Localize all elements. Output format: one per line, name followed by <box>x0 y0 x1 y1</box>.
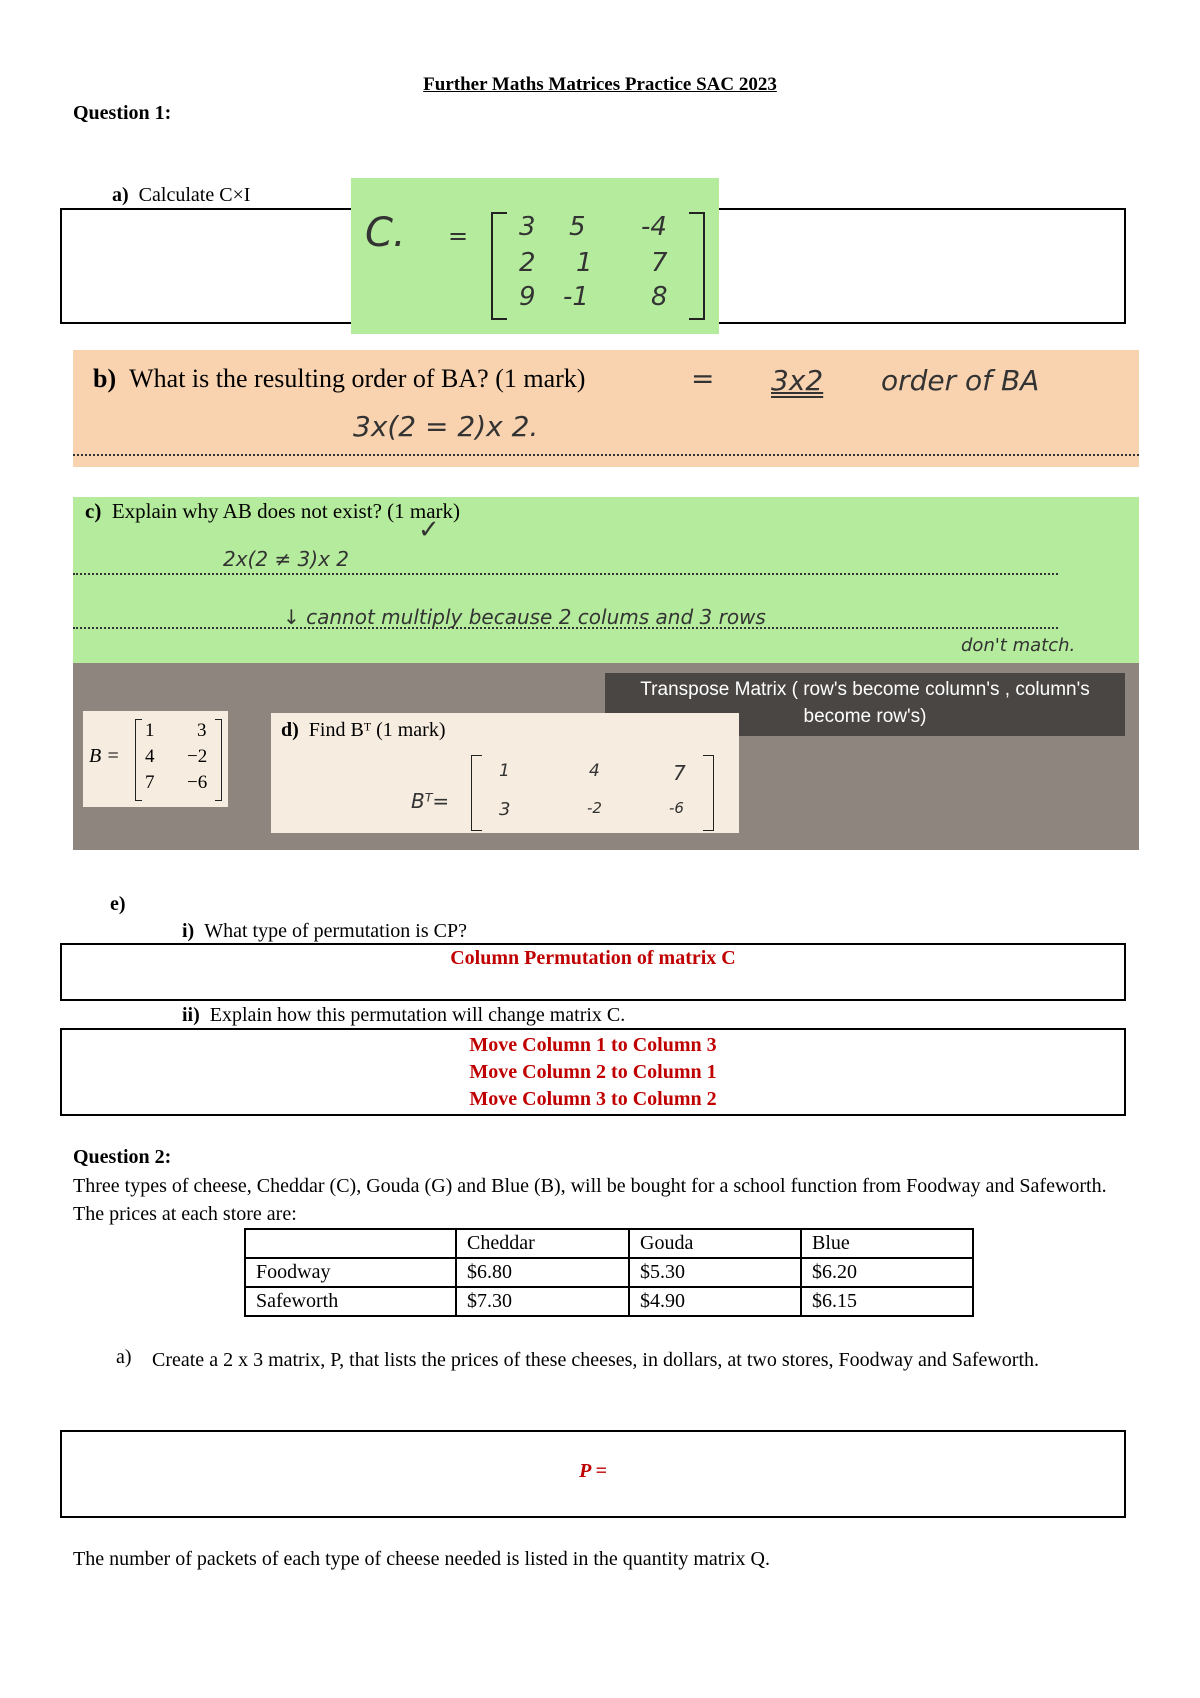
bt-cell: -2 <box>587 799 602 817</box>
matrix-c-cell: 9 <box>519 282 536 312</box>
q1e-ii-answer-line: Move Column 1 to Column 3 <box>469 1034 717 1056</box>
q1e-i-prompt <box>182 920 467 943</box>
q2a-answer: P = <box>579 1460 607 1482</box>
q1c-answer-line-2 <box>73 627 1058 629</box>
table-cell: $6.80 <box>456 1258 629 1287</box>
q1c-prompt <box>85 499 460 524</box>
table-row <box>245 1258 973 1287</box>
table-cell: $5.30 <box>629 1258 801 1287</box>
q1c-panel <box>73 497 1139 663</box>
question-2-heading: Question 2: <box>73 1146 172 1168</box>
transpose-note: Transpose Matrix ( row's become column's , column's become row's) <box>605 673 1125 736</box>
q1e-i-answer-box[interactable] <box>60 943 1126 1001</box>
q1a-handwritten-answer <box>351 178 719 334</box>
matrix-b-card <box>83 711 228 807</box>
q1c-working-1: 2x(2 ≠ 3)x 2 <box>223 547 350 571</box>
matrix-b-cell: 4 <box>145 746 155 767</box>
q2-intro: Three types of cheese, Cheddar (C), Gouda (G) and Blue (B), will be bought for a school function from Foodway and Safeworth. The prices at each store are: <box>73 1175 1107 1225</box>
q1c-working-3: don't match. <box>961 635 1076 656</box>
q2a-label: a) <box>116 1346 132 1368</box>
q1b-panel <box>73 350 1139 467</box>
table-row <box>245 1287 973 1316</box>
matrix-b-right-bracket <box>215 719 222 801</box>
q1c-answer-line-1 <box>73 573 1058 575</box>
matrix-b-cell: −2 <box>187 746 208 767</box>
q1b-answer-line <box>73 454 1139 456</box>
q1c-check-mark: ✓ <box>418 515 440 545</box>
table-cell: Foodway <box>245 1258 456 1287</box>
q1a-prompt <box>112 184 250 207</box>
table-cell: Safeworth <box>245 1287 456 1316</box>
q1e-ii-text: Explain how this permutation will change matrix C. <box>209 1004 626 1026</box>
table-cell: $7.30 <box>456 1287 629 1316</box>
matrix-b-cell: 7 <box>145 772 155 793</box>
bt-cell: -6 <box>669 799 684 817</box>
q2a-text: Create a 2 x 3 matrix, P, that lists the prices of these cheeses, in dollars, at two stores, Foodway and Safeworth. <box>152 1349 1040 1371</box>
bt-cell: 1 <box>499 761 510 781</box>
q1d-label: d) <box>281 719 299 741</box>
q1e-ii-answer-box[interactable] <box>60 1028 1126 1116</box>
q1e-ii-label: ii) <box>182 1004 200 1026</box>
q1c-working-2: ↓ cannot multiply because 2 colums and 3 rows <box>283 605 766 629</box>
matrix-c-left-bracket <box>491 212 507 320</box>
matrix-c-cell: 1 <box>576 248 593 278</box>
matrix-c-cell: 5 <box>569 212 586 242</box>
q1a-text: Calculate C×I <box>138 184 251 206</box>
table-cell: $6.15 <box>801 1287 973 1316</box>
table-header-row <box>245 1229 973 1258</box>
q1b-equals: = <box>691 362 715 395</box>
q1e-label: e) <box>110 893 126 915</box>
matrix-b-cell: 3 <box>197 720 207 741</box>
table-header-cell: Blue <box>801 1229 973 1258</box>
q1b-label: b) <box>93 364 117 393</box>
matrix-c-cell: 2 <box>519 248 536 278</box>
cheese-price-table <box>244 1228 974 1317</box>
bt-cell: 4 <box>589 761 600 781</box>
table-cell: $4.90 <box>629 1287 801 1316</box>
matrix-b-label: B = <box>89 745 120 767</box>
table-cell: $6.20 <box>801 1258 973 1287</box>
matrix-c-cell: 8 <box>651 282 668 312</box>
matrix-b-left-bracket <box>135 719 142 801</box>
q2-footer-text: The number of packets of each type of cheese needed is listed in the quantity matrix Q. <box>73 1548 770 1570</box>
bt-left-bracket <box>471 755 482 831</box>
bt-label: Bᵀ= <box>411 789 450 813</box>
bt-cell: 7 <box>673 761 686 785</box>
matrix-c-name: C. <box>365 210 406 256</box>
q1d-text: Find Bᵀ (1 mark) <box>308 719 446 741</box>
q1b-working: 3x(2 = 2)x 2. <box>353 410 539 443</box>
q1b-answer-order: 3x2 <box>771 364 824 397</box>
q1d-panel <box>73 663 1139 850</box>
table-header-cell <box>245 1229 456 1258</box>
q1c-label: c) <box>85 499 102 523</box>
matrix-b-cell: 1 <box>145 720 155 741</box>
q2a-answer-box[interactable] <box>60 1430 1126 1518</box>
q1e-ii-answer-line: Move Column 2 to Column 1 <box>469 1061 717 1083</box>
q1e-i-answer: Column Permutation of matrix C <box>450 947 736 969</box>
matrix-c-cell: -1 <box>563 282 589 312</box>
bt-cell: 3 <box>499 799 511 820</box>
question-1-heading: Question 1: <box>73 102 172 124</box>
matrix-c-cell: 7 <box>651 248 668 278</box>
q1d-card <box>271 713 739 833</box>
q1e-i-text: What type of permutation is CP? <box>204 920 467 942</box>
q1e-ii-answer-line: Move Column 3 to Column 2 <box>469 1088 717 1110</box>
matrix-c-equals: = <box>448 222 469 250</box>
matrix-c-right-bracket <box>689 212 705 320</box>
page-title: Further Maths Matrices Practice SAC 2023 <box>423 74 777 95</box>
q1c-text: Explain why AB does not exist? (1 mark) <box>111 499 461 523</box>
q1e-ii-prompt <box>182 1004 625 1027</box>
q1e-i-label: i) <box>182 920 195 942</box>
q1d-prompt <box>281 719 445 742</box>
q1b-text: What is the resulting order of BA? (1 mark) <box>129 364 586 393</box>
bt-right-bracket <box>703 755 714 831</box>
q1b-prompt <box>93 364 585 394</box>
table-header-cell: Cheddar <box>456 1229 629 1258</box>
matrix-c-cell: 3 <box>519 212 536 242</box>
matrix-b-cell: −6 <box>187 772 208 793</box>
table-header-cell: Gouda <box>629 1229 801 1258</box>
matrix-c-cell: -4 <box>641 212 667 242</box>
q1a-label: a) <box>112 184 129 206</box>
q1b-answer-label: order of BA <box>881 364 1040 397</box>
